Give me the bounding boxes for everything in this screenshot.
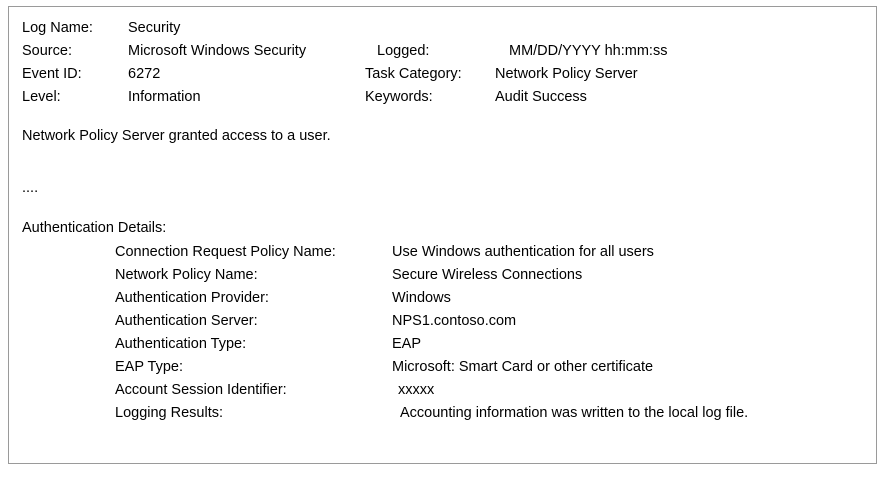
keywords-value: Audit Success [495,89,587,105]
level-label: Level: [22,89,61,105]
detail-row-authentication-type [115,333,855,356]
detail-row-account-session-identifier [115,379,855,402]
logged-value: MM/DD/YYYY hh:mm:ss [509,43,668,59]
detail-value: NPS1.contoso.com [392,313,517,329]
detail-row-logging-results [115,402,855,425]
detail-row-network-policy-name [115,264,855,287]
detail-row-authentication-provider [115,287,855,310]
detail-row-authentication-server [115,310,855,333]
event-header-row-level [22,86,842,109]
event-header-fields [22,17,842,109]
detail-label: Authentication Provider: [115,290,269,306]
event-detail-panel [8,6,877,464]
event-header-row-log-name [22,17,842,40]
detail-label: Network Policy Name: [115,267,258,283]
log-name-value: Security [128,20,181,36]
detail-value: EAP [392,336,422,352]
detail-label: Logging Results: [115,405,224,421]
event-truncation-ellipsis: .... [22,180,39,196]
detail-row-eap-type [115,356,855,379]
detail-value: Microsoft: Smart Card or other certificate [392,359,654,375]
authentication-details-heading: Authentication Details: [22,220,167,236]
authentication-details-list [115,241,855,425]
detail-value: Use Windows authentication for all users [392,244,654,260]
detail-value: Windows [392,290,451,306]
detail-label: EAP Type: [115,359,183,375]
task-category-value: Network Policy Server [495,66,638,82]
event-header-row-event-id [22,63,842,86]
detail-value: Secure Wireless Connections [392,267,583,283]
event-id-value: 6272 [128,66,161,82]
detail-label: Authentication Type: [115,336,247,352]
detail-value: xxxxx [398,382,435,398]
detail-row-connection-request-policy-name [115,241,855,264]
detail-label: Account Session Identifier: [115,382,287,398]
detail-label: Connection Request Policy Name: [115,244,336,260]
event-summary-text: Network Policy Server granted access to a user. [22,128,331,144]
keywords-label: Keywords: [365,89,433,105]
level-value: Information [128,89,201,105]
log-name-label: Log Name: [22,20,93,36]
detail-label: Authentication Server: [115,313,258,329]
event-id-label: Event ID: [22,66,82,82]
source-value: Microsoft Windows Security [128,43,307,59]
logged-label: Logged: [377,43,430,59]
task-category-label: Task Category: [365,66,462,82]
detail-value: Accounting information was written to the local log file. [400,405,749,421]
source-label: Source: [22,43,72,59]
event-header-row-source [22,40,842,63]
